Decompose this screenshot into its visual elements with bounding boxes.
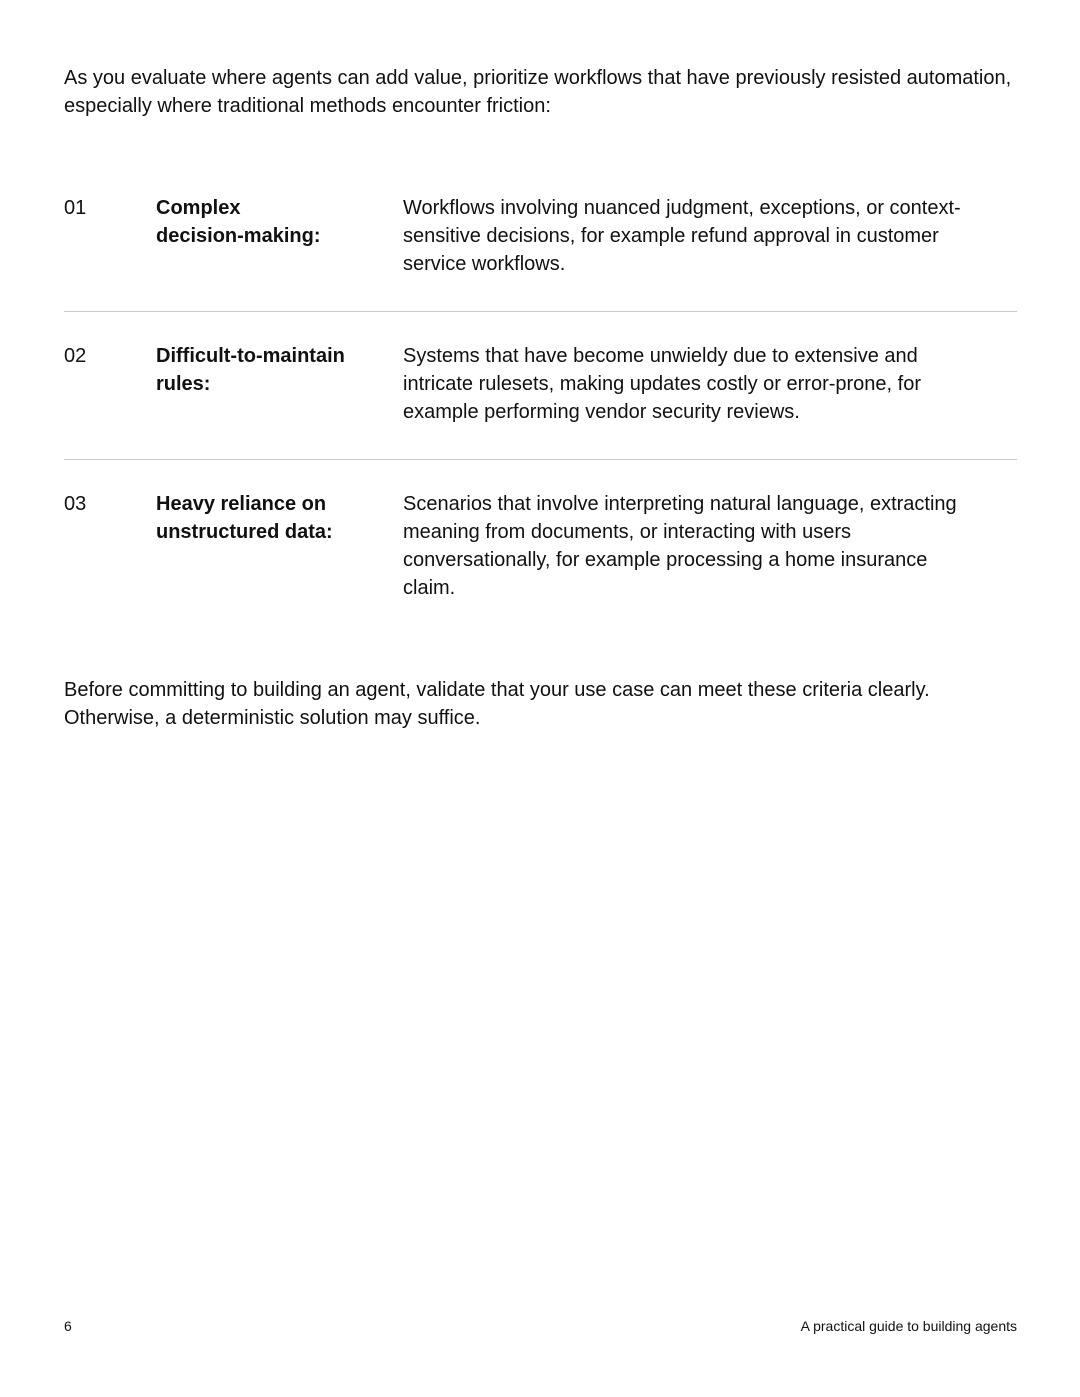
criteria-item <box>64 194 1017 311</box>
document-title: A practical guide to building agents <box>800 1318 1017 1334</box>
criteria-number: 02 <box>64 345 87 367</box>
page-number: 6 <box>64 1318 72 1334</box>
criteria-description: Systems that have become unwieldy due to extensive and intricate rulesets, making updates costly or error-prone, for example performing vendor security reviews. <box>403 345 921 423</box>
criteria-number: 03 <box>64 493 87 515</box>
criteria-description: Scenarios that involve interpreting natural language, extracting meaning from documents, or interacting with users conversationally, for example processing a home insurance claim. <box>403 493 957 599</box>
criteria-list <box>64 194 1017 605</box>
criteria-number: 01 <box>64 197 87 219</box>
intro-paragraph: As you evaluate where agents can add value, prioritize workflows that have previously resisted automation, especially where traditional methods encounter friction: <box>64 67 1012 117</box>
criteria-term: Complex decision-making: <box>156 197 321 247</box>
criteria-item <box>64 312 1017 459</box>
criteria-description: Workflows involving nuanced judgment, exceptions, or context-sensitive decisions, for example refund approval in customer service workflows. <box>403 197 961 275</box>
closing-paragraph: Before committing to building an agent, validate that your use case can meet these criteria clearly. Otherwise, a deterministic solution may suffice. <box>64 679 930 729</box>
criteria-term: Heavy reliance on unstructured data: <box>156 493 333 543</box>
criteria-term: Difficult-to-maintain rules: <box>156 345 345 395</box>
criteria-item <box>64 460 1017 605</box>
